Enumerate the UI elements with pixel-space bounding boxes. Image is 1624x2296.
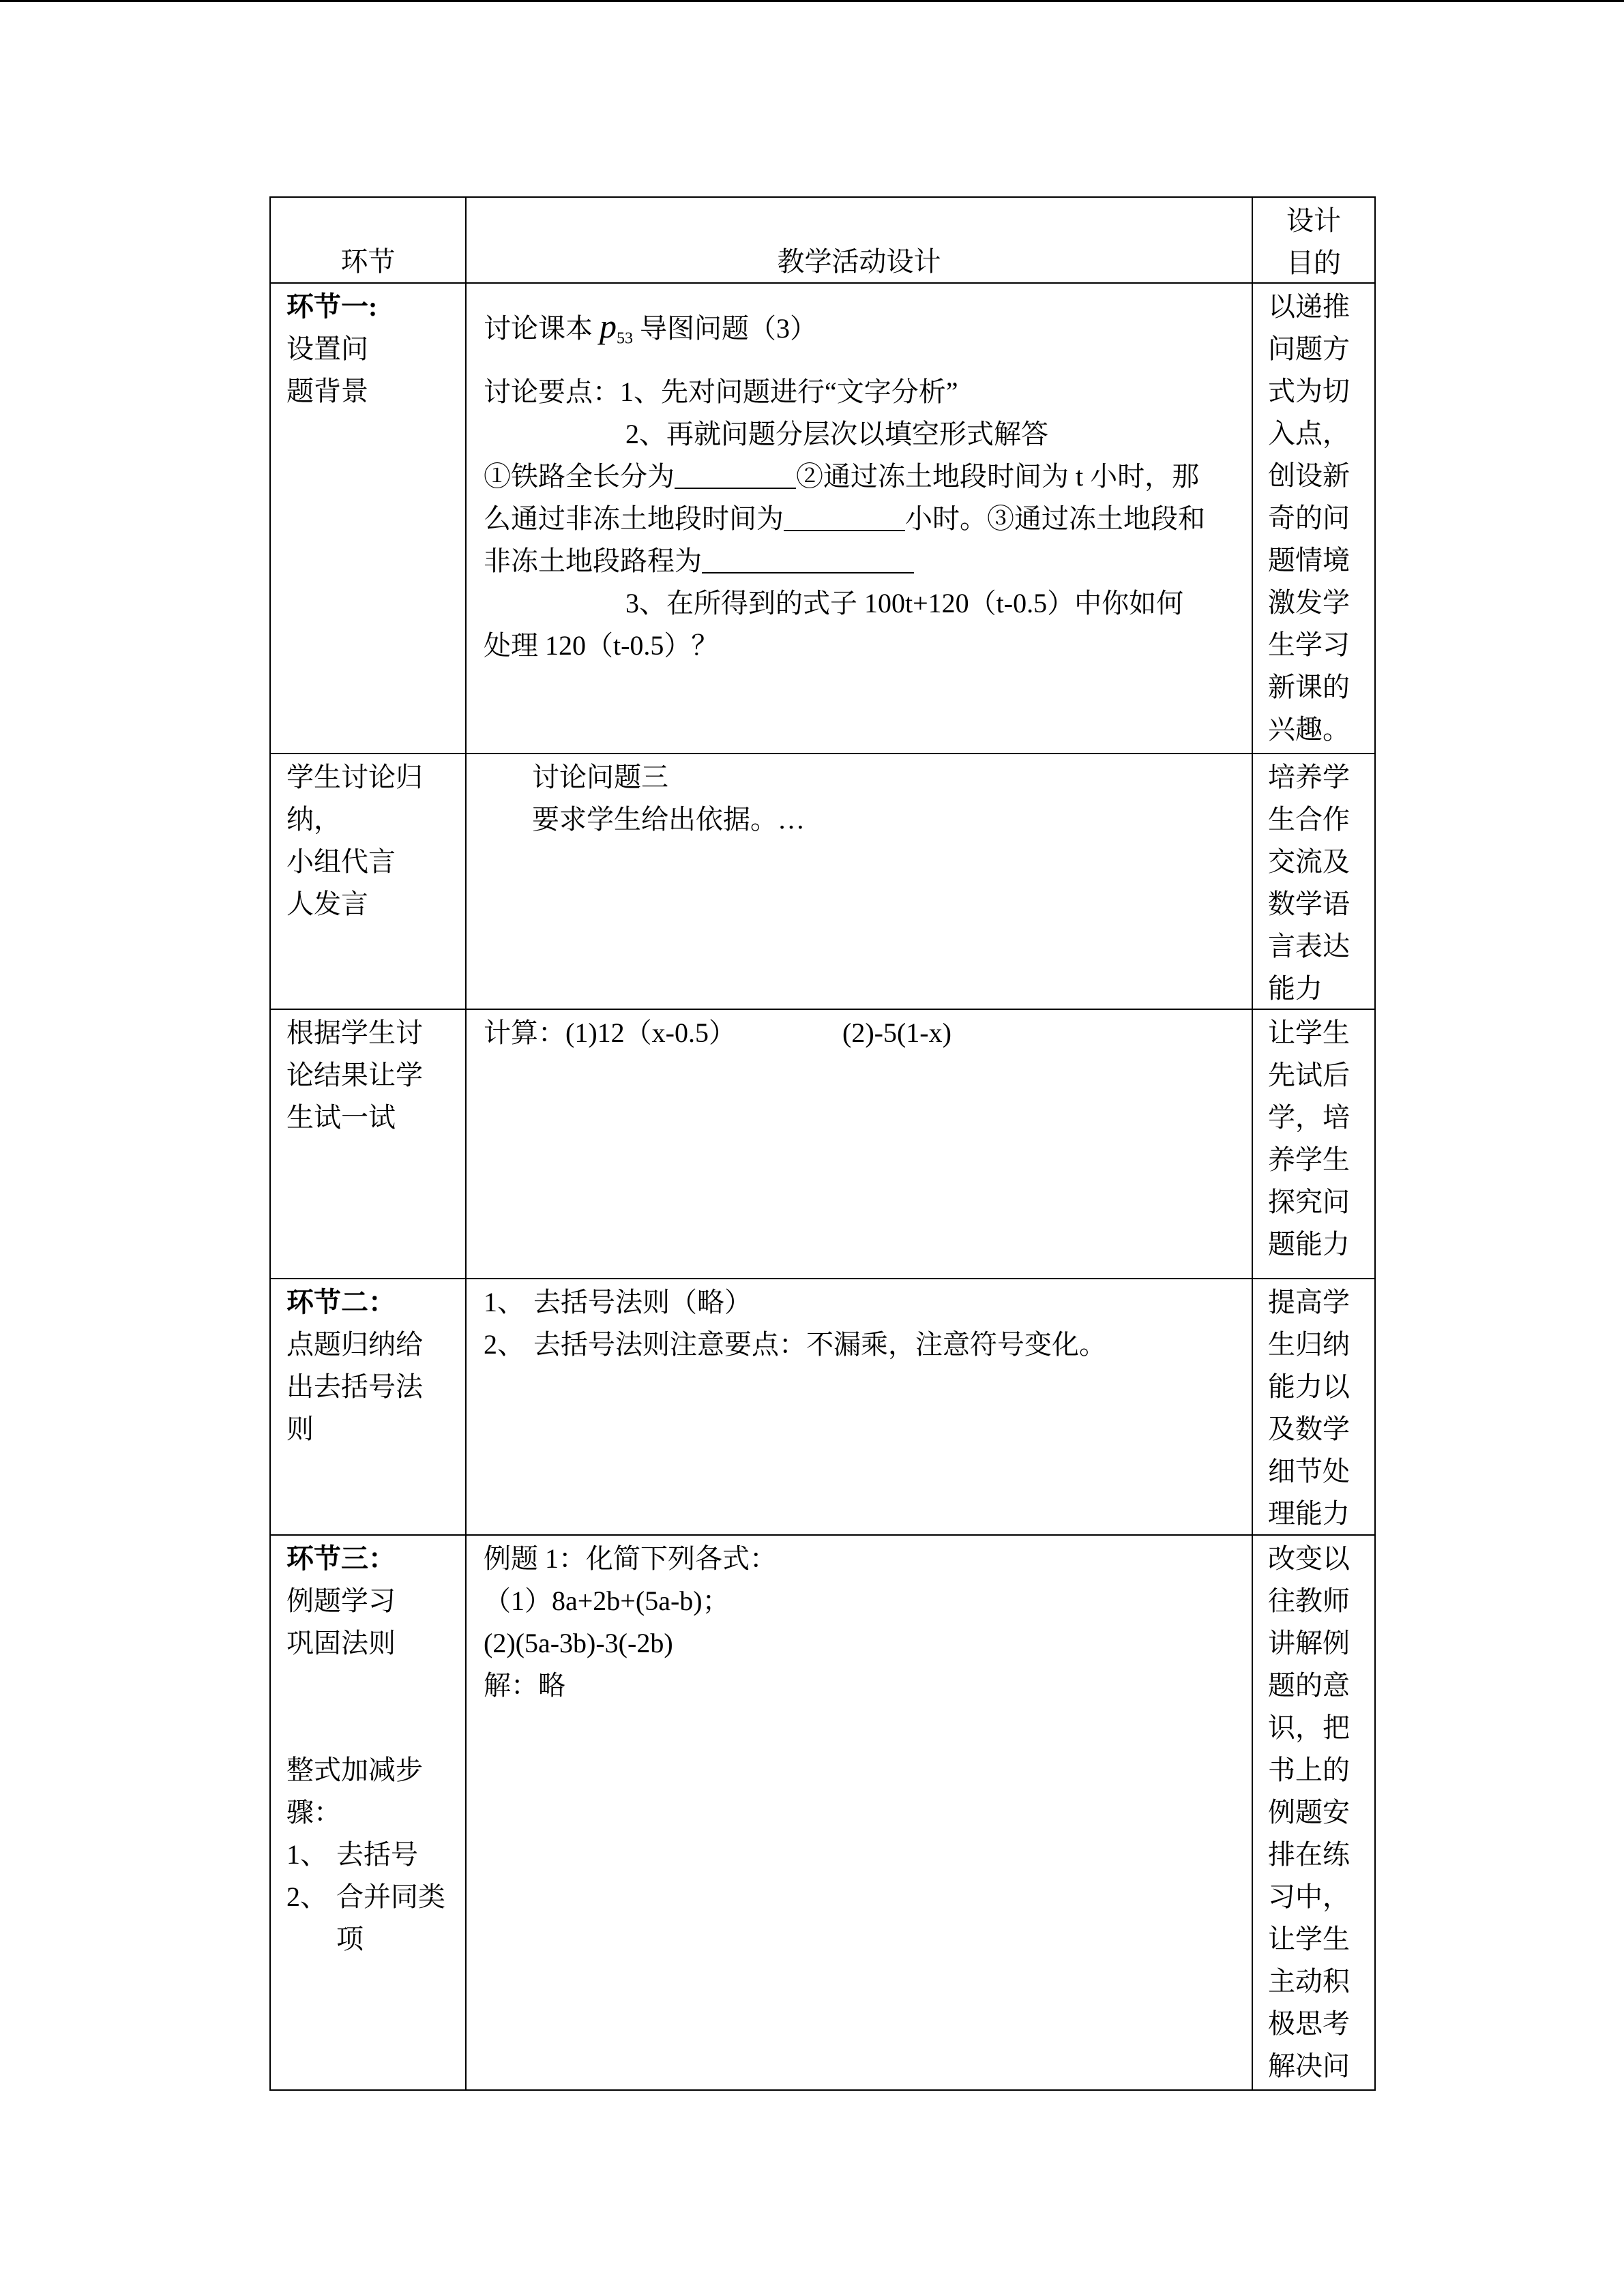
page-top-edge-line bbox=[0, 0, 1624, 2]
purpose-text-line: 改变以 bbox=[1268, 1543, 1350, 1574]
header-activity-cell bbox=[467, 198, 1253, 284]
purpose-text-line: 兴趣。 bbox=[1268, 714, 1350, 745]
stage-text-line: 人发言 bbox=[286, 889, 368, 919]
purpose-text-line: 主动积 bbox=[1268, 1966, 1350, 1997]
fill-text: 小时。③通过冻土地段和 bbox=[905, 503, 1205, 534]
row-1-purpose-cell bbox=[1253, 284, 1376, 754]
rule-item-2 bbox=[484, 1324, 1252, 1366]
activity-text-line: (2)(5a-3b)-3(-2b) bbox=[484, 1628, 673, 1658]
discussion-point-2: 2、再就问题分层次以填空形式解答 bbox=[625, 419, 1048, 449]
purpose-text-line: 解决问 bbox=[1268, 2051, 1350, 2081]
rule-text: 去括号法则（略） bbox=[533, 1287, 752, 1317]
rule-number: 1、 bbox=[484, 1287, 525, 1317]
purpose-text-line: 及数学 bbox=[1268, 1414, 1350, 1444]
row-2-purpose-cell bbox=[1253, 754, 1376, 1010]
rule-number: 2、 bbox=[484, 1329, 525, 1360]
activity-text-line: 例题 1：化简下列各式： bbox=[484, 1543, 777, 1574]
steps-block bbox=[286, 1749, 465, 1960]
step-number: 1、 bbox=[286, 1839, 327, 1870]
purpose-text-line: 式为切 bbox=[1268, 376, 1350, 406]
fill-text: ①铁路全长分为 bbox=[484, 461, 675, 492]
purpose-text-line: 理能力 bbox=[1268, 1498, 1350, 1529]
fill-text: ②通过冻土地段时间为 t 小时，那 bbox=[796, 461, 1200, 492]
row-3-purpose-cell bbox=[1253, 1010, 1376, 1279]
problem-suffix: 导图问题（3） bbox=[640, 313, 817, 344]
activity-text-line: 讨论问题三 bbox=[532, 762, 668, 792]
stage-text bbox=[286, 1012, 465, 1139]
activity-text-line: 解：略 bbox=[484, 1670, 565, 1701]
purpose-text-line: 题的意 bbox=[1268, 1670, 1350, 1701]
purpose-text bbox=[1268, 1538, 1374, 2087]
purpose-text-line: 提高学 bbox=[1268, 1287, 1350, 1317]
problem-prefix: 讨论课本 bbox=[484, 313, 593, 344]
header-stage-label: 环节 bbox=[340, 246, 396, 277]
stage-text-line: 纳， bbox=[286, 804, 341, 835]
page-number-subscript: 53 bbox=[617, 329, 633, 348]
lesson-design-table bbox=[269, 196, 1376, 2091]
stage-text bbox=[286, 328, 465, 413]
calculation-line bbox=[484, 1012, 1252, 1054]
fill-blank-line-1 bbox=[484, 456, 1252, 498]
stage-text-line: 巩固法则 bbox=[286, 1628, 396, 1658]
purpose-text-line: 书上的 bbox=[1268, 1755, 1350, 1785]
step-text: 合并同类 bbox=[336, 1881, 445, 1912]
purpose-text-line: 例题安 bbox=[1268, 1797, 1350, 1828]
purpose-text bbox=[1268, 1281, 1374, 1535]
purpose-text-line: 数学语 bbox=[1268, 889, 1350, 919]
stage-text-line: 点题归纳给 bbox=[286, 1329, 423, 1360]
stage-text bbox=[286, 1324, 465, 1450]
stage-text-line: 小组代言 bbox=[286, 846, 396, 877]
stage-text-line: 例题学习 bbox=[286, 1585, 396, 1616]
purpose-text-line: 言表达 bbox=[1268, 931, 1350, 961]
discussion-point-3-continued: 处理 120（t-0.5）？ bbox=[484, 630, 719, 661]
calculation-item-1: (1)12（x-0.5） bbox=[565, 1017, 736, 1048]
purpose-text bbox=[1268, 756, 1374, 1010]
row-2-activity-cell bbox=[467, 754, 1253, 1010]
purpose-text-line: 往教师 bbox=[1268, 1585, 1350, 1616]
answer-blank bbox=[702, 545, 914, 573]
purpose-text-line: 入点， bbox=[1268, 418, 1350, 449]
purpose-text-line: 养学生 bbox=[1268, 1144, 1350, 1175]
header-activity-label: 教学活动设计 bbox=[777, 246, 941, 277]
purpose-text-line: 先试后 bbox=[1268, 1060, 1350, 1090]
purpose-text-line: 问题方 bbox=[1268, 333, 1350, 364]
steps-title-line: 整式加减步 bbox=[286, 1755, 423, 1785]
stage-text-line: 则 bbox=[286, 1414, 314, 1444]
row-3-stage-cell bbox=[271, 1010, 467, 1279]
answer-blank bbox=[784, 503, 905, 531]
row-3-activity-cell bbox=[467, 1010, 1253, 1279]
calculation-item-2: (2)-5(1-x) bbox=[842, 1017, 951, 1048]
steps-title-line: 骤： bbox=[286, 1797, 341, 1828]
steps-title bbox=[286, 1749, 465, 1834]
textbook-problem-line bbox=[484, 305, 1252, 347]
purpose-text-line: 以递推 bbox=[1268, 291, 1350, 322]
header-purpose-cell bbox=[1253, 198, 1376, 284]
activity-text-line: 要求学生给出依据。… bbox=[532, 804, 805, 835]
purpose-text-line: 培养学 bbox=[1268, 762, 1350, 792]
purpose-text-line: 让学生 bbox=[1268, 1924, 1350, 1954]
purpose-text-line: 极思考 bbox=[1268, 2008, 1350, 2039]
stage-text bbox=[286, 1580, 465, 1665]
row-5-purpose-cell bbox=[1253, 1536, 1376, 2091]
purpose-text-line: 激发学 bbox=[1268, 587, 1350, 618]
purpose-text-line: 识，把 bbox=[1268, 1712, 1350, 1743]
purpose-text-line: 习中， bbox=[1268, 1881, 1350, 1912]
header-purpose-line: 设计 bbox=[1286, 205, 1341, 236]
purpose-text-line: 生学习 bbox=[1268, 629, 1350, 660]
purpose-text bbox=[1268, 286, 1374, 751]
header-purpose-line: 目的 bbox=[1286, 248, 1341, 278]
fill-blank-line-3 bbox=[484, 540, 1252, 582]
purpose-text-line: 能力 bbox=[1268, 973, 1323, 1004]
purpose-text-line: 生归纳 bbox=[1268, 1329, 1350, 1360]
stage-title: 环节三： bbox=[286, 1543, 396, 1574]
stage-text-line: 根据学生讨 bbox=[286, 1017, 423, 1048]
purpose-text bbox=[1268, 1012, 1374, 1266]
row-1-stage-cell bbox=[271, 284, 467, 754]
purpose-text-line: 奇的问 bbox=[1268, 503, 1350, 533]
step-item-2 bbox=[286, 1876, 465, 1918]
purpose-text-line: 排在练 bbox=[1268, 1839, 1350, 1870]
fill-blank-line-2 bbox=[484, 498, 1252, 540]
page-variable: p bbox=[600, 307, 617, 345]
stage-text-line: 生试一试 bbox=[286, 1102, 396, 1133]
answer-blank bbox=[675, 460, 796, 489]
row-5-stage-cell bbox=[271, 1536, 467, 2091]
row-5-activity-cell bbox=[467, 1536, 1253, 2091]
purpose-text-line: 学，培 bbox=[1268, 1102, 1350, 1133]
discussion-points-intro: 讨论要点：1、先对问题进行“文字分析” bbox=[484, 376, 958, 407]
purpose-text-line: 让学生 bbox=[1268, 1017, 1350, 1048]
row-4-stage-cell bbox=[271, 1279, 467, 1536]
header-purpose-label bbox=[1253, 200, 1374, 284]
purpose-text-line: 能力以 bbox=[1268, 1371, 1350, 1402]
fill-text: 非冻土地段路程为 bbox=[484, 546, 702, 576]
step-text: 去括号 bbox=[336, 1839, 418, 1870]
stage-text-line: 出去括号法 bbox=[286, 1371, 423, 1402]
purpose-text-line: 讲解例 bbox=[1268, 1628, 1350, 1658]
purpose-text-line: 交流及 bbox=[1268, 846, 1350, 877]
purpose-text-line: 创设新 bbox=[1268, 460, 1350, 491]
discussion-point-3: 3、在所得到的式子 100t+120（t-0.5）中你如何 bbox=[625, 588, 1184, 618]
purpose-text-line: 题情境 bbox=[1268, 545, 1350, 576]
calculation-label: 计算： bbox=[484, 1017, 565, 1048]
row-2-stage-cell bbox=[271, 754, 467, 1010]
activity-text bbox=[484, 1538, 1252, 1707]
row-1-activity-cell bbox=[467, 284, 1253, 754]
rule-item-1 bbox=[484, 1281, 1252, 1324]
stage-title: 环节二： bbox=[286, 1287, 396, 1317]
row-4-purpose-cell bbox=[1253, 1279, 1376, 1536]
purpose-text-line: 新课的 bbox=[1268, 672, 1350, 702]
stage-text-line: 论结果让学 bbox=[286, 1060, 423, 1090]
fill-text: 么通过非冻土地段时间为 bbox=[484, 503, 784, 534]
stage-title: 环节一: bbox=[286, 291, 378, 322]
header-stage-cell bbox=[271, 198, 467, 284]
rule-text: 去括号法则注意要点：不漏乘，注意符号变化。 bbox=[533, 1329, 1106, 1360]
stage-text-line: 学生讨论归 bbox=[286, 762, 423, 792]
stage-text-line: 设置问 bbox=[286, 333, 368, 364]
activity-text-line: （1）8a+2b+(5a-b)； bbox=[484, 1585, 730, 1616]
stage-text-line: 题背景 bbox=[286, 376, 368, 406]
purpose-text-line: 题能力 bbox=[1268, 1229, 1350, 1259]
purpose-text-line: 细节处 bbox=[1268, 1456, 1350, 1487]
calculation-first bbox=[484, 1012, 842, 1054]
step-item-1 bbox=[286, 1834, 465, 1876]
purpose-text-line: 探究问 bbox=[1268, 1187, 1350, 1217]
step-number: 2、 bbox=[286, 1881, 327, 1912]
row-4-activity-cell bbox=[467, 1279, 1253, 1536]
stage-text bbox=[286, 756, 465, 925]
activity-text bbox=[484, 756, 1252, 841]
purpose-text-line: 生合作 bbox=[1268, 804, 1350, 835]
step-item-2-continued: 项 bbox=[336, 1924, 364, 1954]
